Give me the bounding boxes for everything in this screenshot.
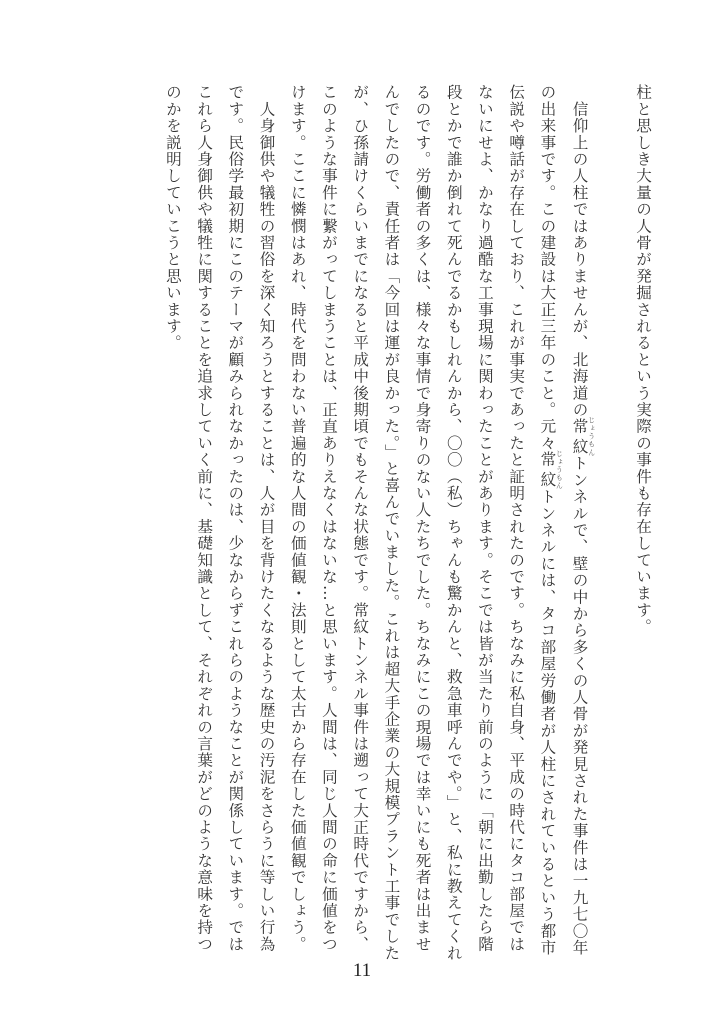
text-line: 伝説や噂話が存在しており、これが事実であったと証明されたのです。ちなみに私自身、平成の時代にタコ部屋では <box>507 84 526 953</box>
text-line: が、ひ孫請けくらいまでになると平成中後期頃でもそんな状態です。常紋トンネル事件は遡って大正時代ですから、 <box>351 84 370 953</box>
ruby-word: 常紋 じょうもん <box>538 449 564 491</box>
text-segment: の出来事です。この建設は大正三年のこと。元々 <box>538 84 557 452</box>
text-line: 人身御供や犠牲の習俗を深く知ろうとすることは、人が目を背けたくなるような歴史の汚泥をさらうに等しい行為 <box>257 84 276 953</box>
text-line: るのです。労働者の多くは、様々な事情で身寄りのない人たちでした。ちなみにこの現場では幸いにも死者は出ませ <box>413 84 432 953</box>
text-segment: トンネルには、タコ部屋労働者が人柱にされているという都市 <box>538 488 557 956</box>
text-line: これら人身御供や犠牲に関することを追求していく前に、基礎知識として、それぞれの言葉がどのような意味を持つ <box>195 84 214 953</box>
text-line: このような事件に繋がってしまうことは、正直ありえなくはないな…と思います。人間は、同じ人間の命に価値をつ <box>319 84 338 953</box>
text-line: んでしたので、責任者は「今回は運が良かった。」と喜んでいました。これは超大手企業の大規模プラント工事でした <box>382 84 401 962</box>
text-line: のかを説明していこうと思います。 <box>163 84 182 352</box>
text-line: けます。ここに憐憫はあれ、時代を問わない普遍的な人間の価値観・法則として太古から存在した価値観でしょう。 <box>288 84 307 953</box>
ruby-reading: じょうもん <box>587 416 596 457</box>
text-line: 段とかで誰か倒れて死んでるかもしれんから、〇〇（私）ちゃんも驚かんと、救急車呼んでや。」と、私に教えてくれ <box>444 84 463 962</box>
blank-line <box>596 84 627 914</box>
text-line: 柱と思しき大量の人骨が発掘されるという実際の事件も存在しています。 <box>634 84 652 636</box>
text-line: です。民俗学最初期にこのテーマが顧みられなかったのは、少なからずこれらのようなことが関係しています。では <box>226 84 245 953</box>
text-line-with-ruby <box>531 84 564 956</box>
ruby-word: 常紋 じょうもん <box>570 416 596 457</box>
vertical-body-text <box>157 84 658 962</box>
text-line-with-ruby <box>563 84 596 956</box>
text-segment: トンネルで、壁の中から多くの人骨が発見された事件は一九七〇年 <box>570 454 589 956</box>
text-line: ないにせよ、かなり過酷な工事現場に関わったことがあります。そこでは皆が当たり前のように「朝に出勤したら階 <box>475 84 494 953</box>
page-number: 11 <box>352 960 372 981</box>
ruby-reading: じょうもん <box>555 449 564 491</box>
text-segment: 信仰上の人柱ではありませんが、北海道の <box>570 84 589 418</box>
